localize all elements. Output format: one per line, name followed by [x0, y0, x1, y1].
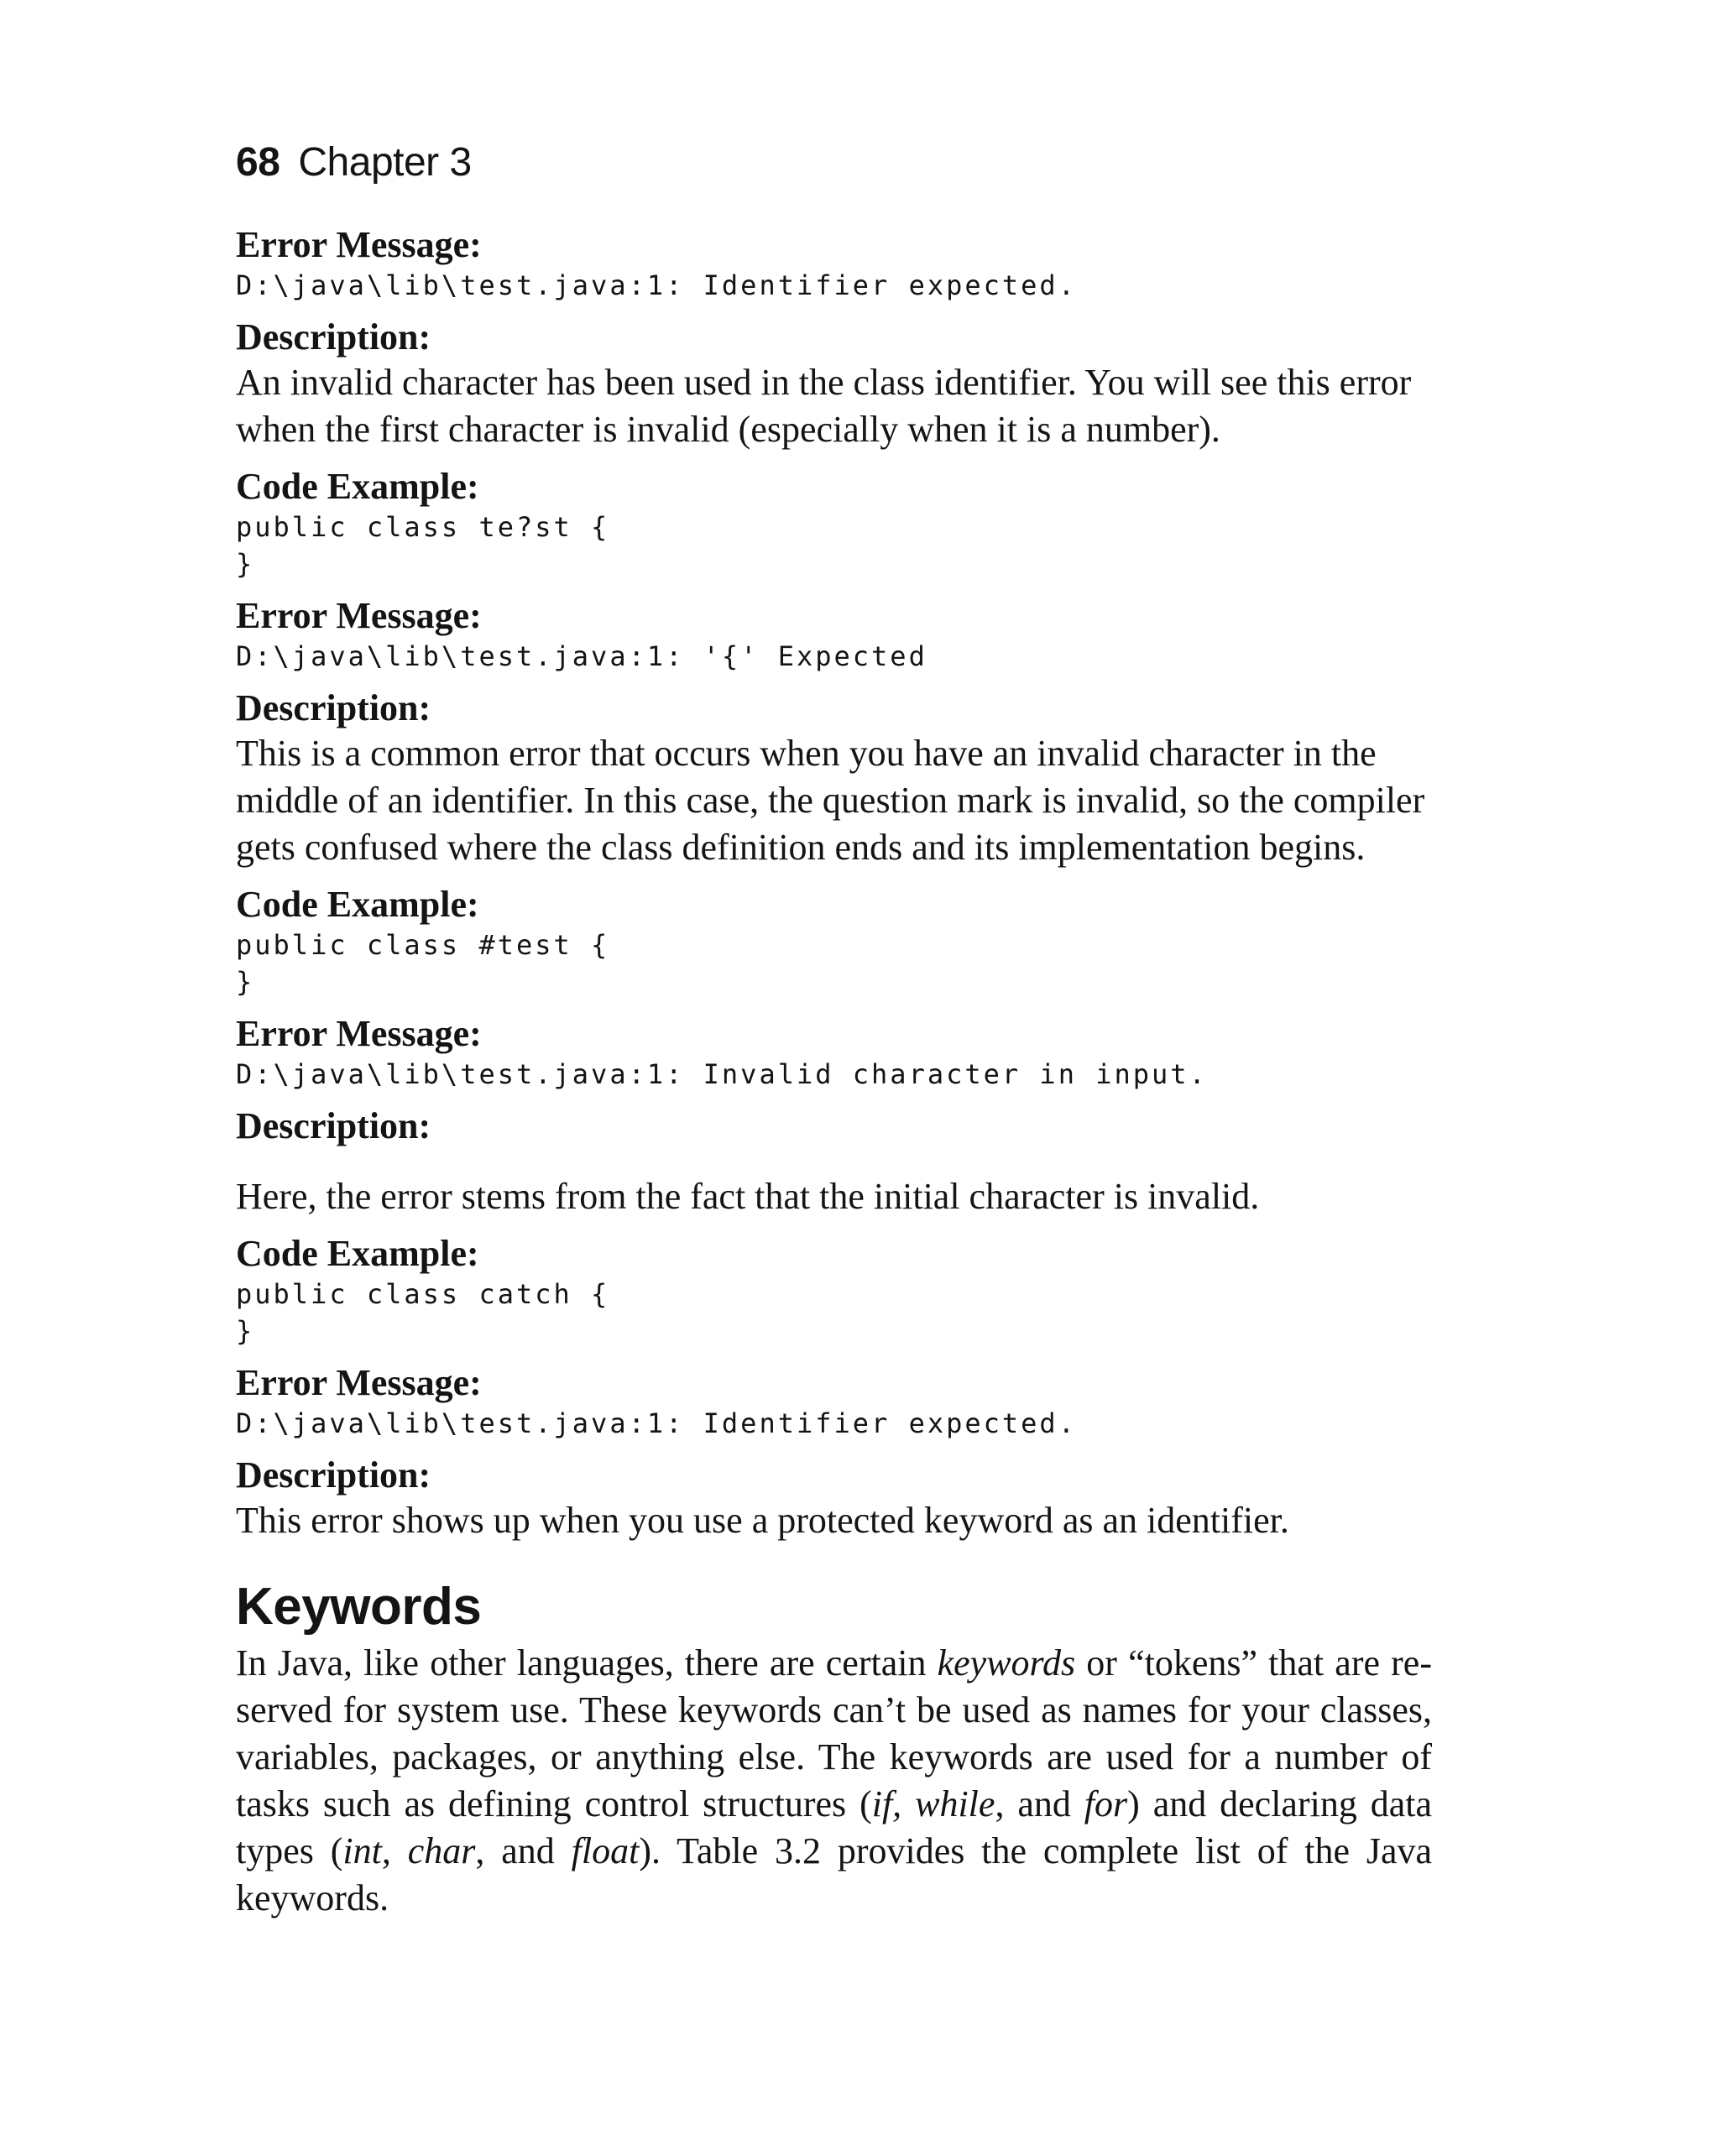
error-message-label: Error Message: — [236, 1362, 482, 1403]
page-number: 68 — [236, 140, 280, 185]
error-message-label: Error Message: — [236, 595, 482, 636]
emphasis-text: if, — [871, 1783, 902, 1825]
error-message-code: D:\java\lib\test.java:1: Invalid character in input. — [236, 1058, 1208, 1090]
description-label: Description: — [236, 1454, 431, 1496]
paragraph-text: or “tokens” that are re-served for system use. These keywords can’t be used as names for your classes, variables, packages, or anything else. The keywords are used for a number of tasks such as defining control structures ( — [236, 1642, 1432, 1825]
code-example-line: public class #test { — [236, 929, 610, 961]
error-message-code: D:\java\lib\test.java:1: '{' Expected — [236, 640, 927, 672]
paragraph-text: , and — [995, 1783, 1084, 1825]
emphasis-text: keywords — [937, 1642, 1076, 1684]
error-message-label: Error Message: — [236, 1013, 482, 1054]
emphasis-text: float — [571, 1830, 640, 1871]
paragraph-text: , and — [475, 1830, 572, 1871]
error-message-code: D:\java\lib\test.java:1: Identifier expected. — [236, 269, 1077, 301]
description-text-line: An invalid character has been used in the class identifier. You will see this error — [236, 362, 1412, 403]
description-text-line: when the first character is invalid (especially when it is a number). — [236, 409, 1220, 450]
running-head — [236, 140, 1432, 185]
description-text-line: Here, the error stems from the fact that the initial character is invalid. — [236, 1176, 1260, 1217]
paragraph-text: ) and declaring data types ( — [236, 1783, 1433, 1871]
code-example-line: } — [236, 1315, 255, 1347]
code-example-line: } — [236, 548, 255, 580]
chapter-title: Chapter 3 — [298, 140, 472, 185]
description-text-line: This is a common error that occurs when you have an invalid character in the — [236, 733, 1377, 774]
description-label: Description: — [236, 1105, 431, 1146]
error-message-label: Error Message: — [236, 224, 482, 265]
emphasis-text: while — [915, 1783, 995, 1825]
code-example-label: Code Example: — [236, 466, 479, 507]
emphasis-text: int — [342, 1830, 382, 1871]
code-example-label: Code Example: — [236, 1233, 479, 1274]
emphasis-text: char — [407, 1830, 476, 1871]
book-page — [236, 140, 1433, 1922]
description-text-line: gets confused where the class definition ends and its implementation begins. — [236, 827, 1366, 868]
description-text-line: This error shows up when you use a protected keyword as an identifier. — [236, 1500, 1289, 1541]
description-text-line: middle of an identifier. In this case, the question mark is invalid, so the compiler — [236, 780, 1425, 821]
paragraph-text: In Java, like other languages, there are certain — [236, 1642, 938, 1684]
code-example-label: Code Example: — [236, 884, 479, 925]
keywords-paragraph — [236, 1640, 1432, 1922]
paragraph-text: ). Table 3.2 provides the complete list of the Java keywords. — [236, 1830, 1433, 1918]
code-example-line: } — [236, 966, 255, 998]
paragraph-text — [901, 1783, 915, 1825]
description-label: Description: — [236, 687, 431, 728]
error-message-code: D:\java\lib\test.java:1: Identifier expected. — [236, 1407, 1077, 1439]
code-example-line: public class catch { — [236, 1278, 610, 1310]
emphasis-text: for — [1084, 1783, 1128, 1825]
description-label: Description: — [236, 316, 431, 358]
code-example-line: public class te?st { — [236, 511, 610, 543]
paragraph-text: , — [381, 1830, 408, 1871]
section-heading: Keywords — [236, 1578, 482, 1636]
